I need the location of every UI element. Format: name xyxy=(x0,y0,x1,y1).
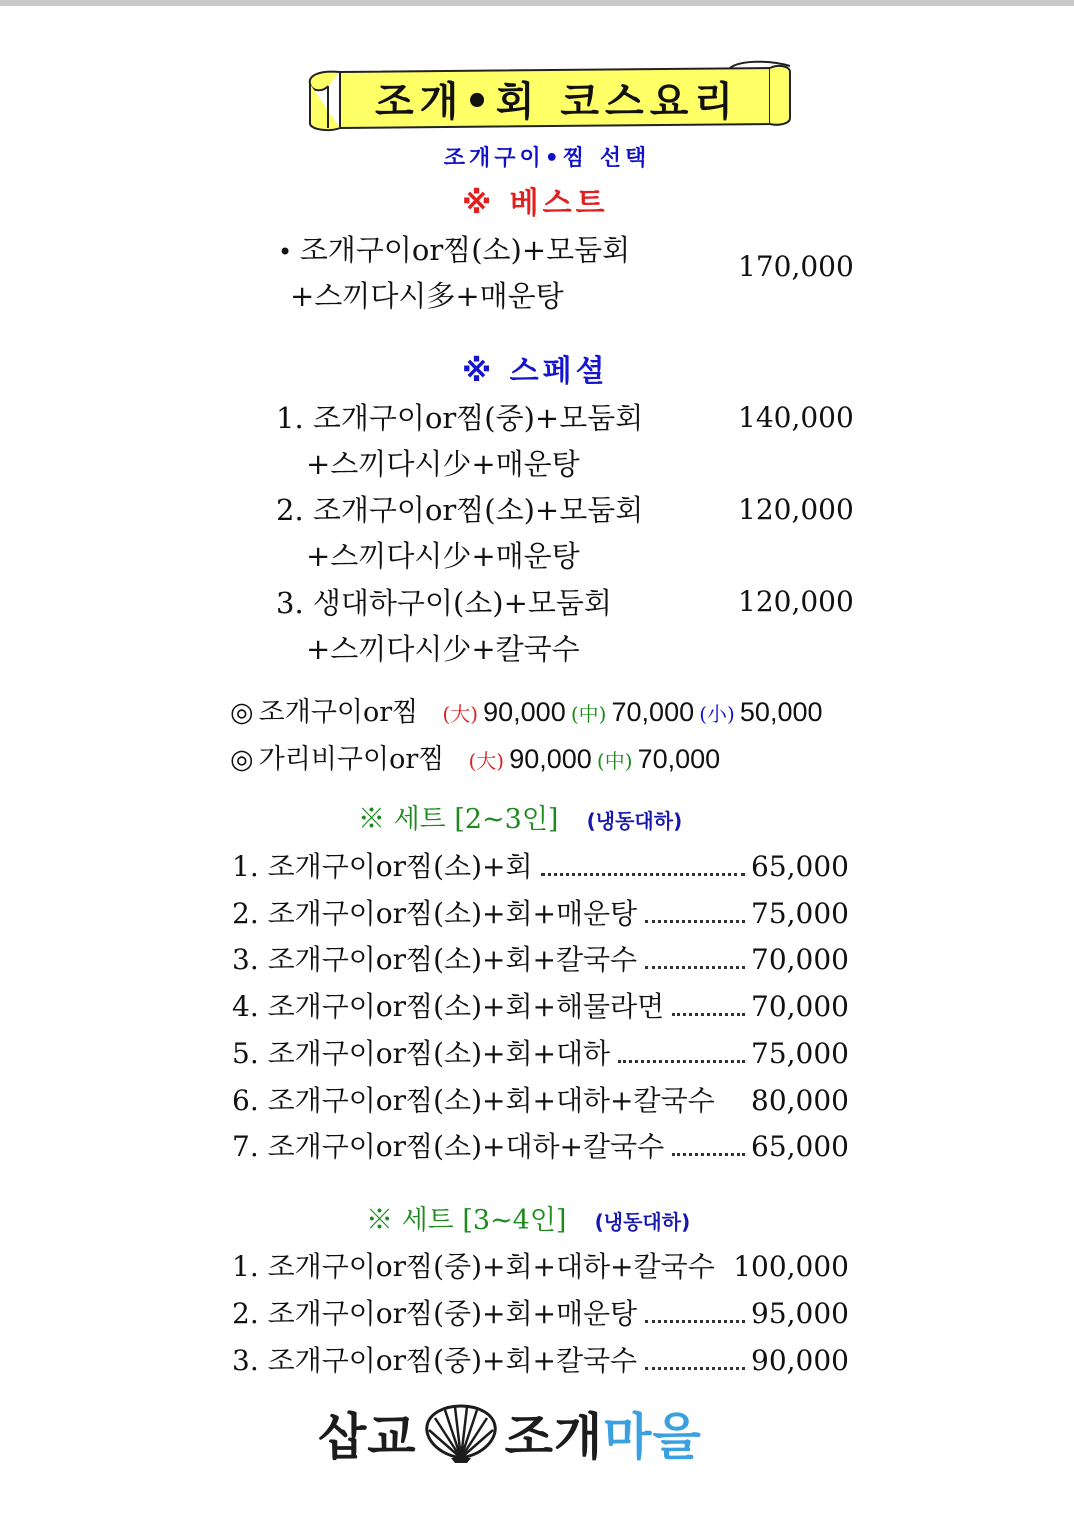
set23-row-text: 1. 조개구이or찜(소)+회 xyxy=(232,850,533,883)
set23-row-text: 7. 조개구이or찜(소)+대하+칼국수 xyxy=(232,1130,665,1163)
single-item-1 xyxy=(230,690,823,729)
size-medium-label: (中) xyxy=(596,749,633,773)
set23-heading: ※ 세트 [2~3인] xyxy=(358,804,559,835)
set23-row-4 xyxy=(232,985,849,1025)
set23-row-price: 65,000 xyxy=(751,1130,849,1163)
special-item-2-price: 120,000 xyxy=(738,493,854,526)
price-medium: 70,000 xyxy=(637,744,721,774)
size-small-label: (小) xyxy=(699,702,735,726)
special-item-1-line2: +스끼다시少+매운탕 xyxy=(306,447,580,481)
top-border xyxy=(0,0,1074,6)
set23-row-price: 65,000 xyxy=(751,850,849,883)
restaurant-logo xyxy=(318,1398,702,1468)
double-circle-icon: ◎ xyxy=(230,697,254,728)
set34-row-1 xyxy=(232,1245,849,1285)
special-item-1-line1: 1. 조개구이or찜(중)+모둠회 xyxy=(276,401,644,435)
special-item-1-price: 140,000 xyxy=(738,401,854,434)
set34-row-price: 100,000 xyxy=(733,1250,849,1283)
set34-row-price: 95,000 xyxy=(751,1297,849,1330)
special-item-2-line2: +스끼다시少+매운탕 xyxy=(306,539,580,573)
special-item-2-line1: 2. 조개구이or찜(소)+모둠회 xyxy=(276,493,644,527)
dot-leader xyxy=(645,920,745,923)
set34-row-text: 3. 조개구이or찜(중)+회+칼국수 xyxy=(232,1344,638,1377)
special-item-3-price: 120,000 xyxy=(738,585,854,618)
price-large: 90,000 xyxy=(509,744,592,774)
single-item-2 xyxy=(230,737,720,776)
dot-leader xyxy=(618,1060,745,1063)
dot-leader xyxy=(672,1013,745,1016)
set23-row-price: 75,000 xyxy=(751,897,849,930)
dot-leader xyxy=(645,1320,745,1323)
subtitle: 조개구이•찜 선택 xyxy=(443,146,651,171)
set23-row-price: 70,000 xyxy=(751,943,849,976)
set23-row-text: 6. 조개구이or찜(소)+회+대하+칼국수 xyxy=(232,1084,715,1117)
size-medium-label: (中) xyxy=(570,702,607,726)
special-heading: ※ 스페셜 xyxy=(462,354,609,389)
set34-row-text: 2. 조개구이or찜(중)+회+매운탕 xyxy=(232,1297,638,1330)
set23-row-text: 2. 조개구이or찜(소)+회+매운탕 xyxy=(232,897,638,930)
dot-leader xyxy=(645,1367,745,1370)
single-item-name: 가리비구이or찜 xyxy=(258,744,445,775)
set23-row-1 xyxy=(232,845,849,885)
set23-row-2 xyxy=(232,892,849,932)
set23-row-7 xyxy=(232,1125,849,1165)
set34-heading-row xyxy=(366,1198,690,1237)
set23-row-text: 5. 조개구이or찜(소)+회+대하 xyxy=(232,1037,611,1070)
set23-row-3 xyxy=(232,938,849,978)
set34-row-price: 90,000 xyxy=(751,1344,849,1377)
dot-leader xyxy=(541,873,746,876)
set23-row-text: 3. 조개구이or찜(소)+회+칼국수 xyxy=(232,943,638,976)
size-large-label: (大) xyxy=(442,702,479,726)
set23-row-5 xyxy=(232,1032,849,1072)
dot-leader xyxy=(645,966,745,969)
price-small: 50,000 xyxy=(739,697,823,727)
set23-row-price: 75,000 xyxy=(751,1037,849,1070)
best-heading: ※ 베스트 xyxy=(462,186,609,221)
best-item-line1 xyxy=(278,228,630,269)
page-title: 조개•회 코스요리 xyxy=(375,79,739,125)
shell-icon xyxy=(421,1402,501,1464)
logo-text-part3: 마을 xyxy=(603,1408,702,1466)
logo-text-part2: 조개 xyxy=(504,1408,604,1466)
set23-note: (냉동대하) xyxy=(586,809,683,833)
logo-text-part1: 삽교 xyxy=(318,1408,417,1466)
price-medium: 70,000 xyxy=(611,697,695,727)
set23-row-6 xyxy=(232,1079,849,1119)
price-large: 90,000 xyxy=(483,697,566,727)
set34-note: (냉동대하) xyxy=(594,1210,691,1234)
single-item-name: 조개구이or찜 xyxy=(258,697,419,728)
dot-leader xyxy=(672,1153,745,1156)
set23-row-price: 80,000 xyxy=(751,1084,849,1117)
special-item-3-line1: 3. 생대하구이(소)+모둠회 xyxy=(276,586,612,620)
set23-row-price: 70,000 xyxy=(751,990,849,1023)
double-circle-icon: ◎ xyxy=(230,744,254,775)
set34-heading: ※ 세트 [3~4인] xyxy=(366,1205,567,1236)
set23-row-text: 4. 조개구이or찜(소)+회+해물라면 xyxy=(232,990,665,1023)
size-large-label: (大) xyxy=(468,749,505,773)
best-item-text: 조개구이or찜(소)+모둠회 xyxy=(299,233,631,267)
best-item-line2: +스끼다시多+매운탕 xyxy=(290,279,564,313)
set34-row-2 xyxy=(232,1292,849,1332)
best-price: 170,000 xyxy=(738,250,854,283)
set34-row-text: 1. 조개구이or찜(중)+회+대하+칼국수 xyxy=(232,1250,715,1283)
set23-heading-row xyxy=(358,797,682,836)
bullet-icon: • xyxy=(278,238,300,266)
set34-row-3 xyxy=(232,1339,849,1379)
special-item-3-line2: +스끼다시少+칼국수 xyxy=(306,632,580,666)
